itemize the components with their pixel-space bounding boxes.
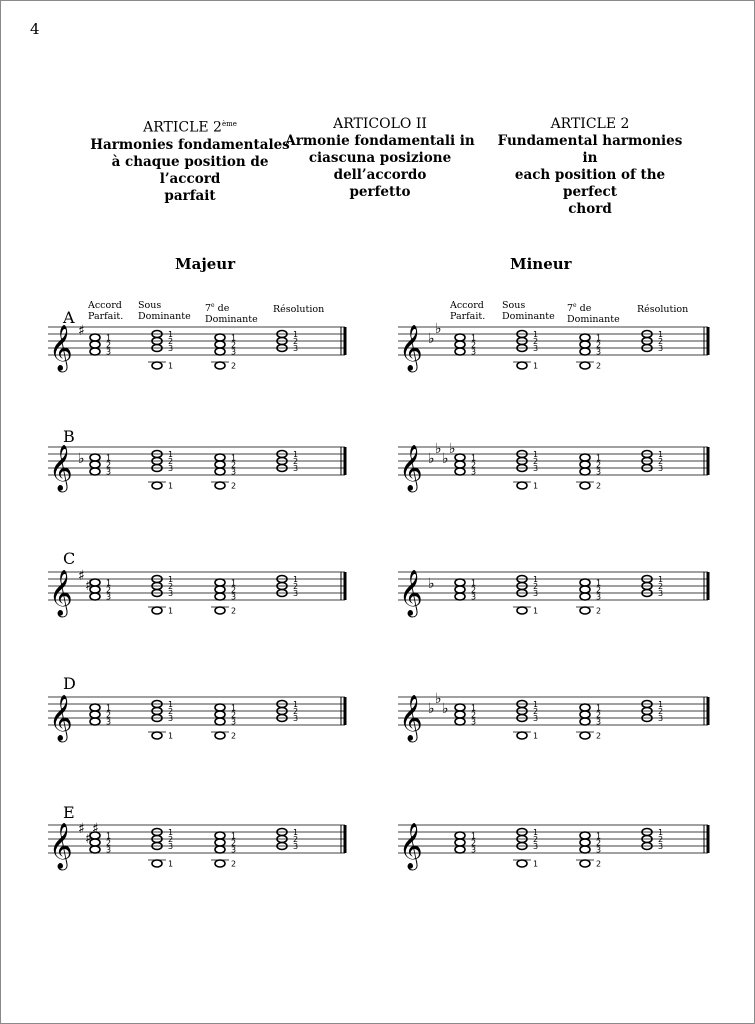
fingering-number: 1 — [293, 330, 299, 339]
fingering-number: 1 — [658, 828, 664, 837]
sharp-icon: ♯ — [78, 821, 85, 837]
fingering-number: 2 — [293, 707, 299, 716]
flat-icon: ♭ — [442, 701, 449, 717]
label-sous-minor: Sous Dominante — [502, 300, 555, 322]
fingering-number: 2 — [533, 457, 539, 466]
whole-note — [215, 711, 225, 718]
fingering-number: 1 — [168, 828, 174, 837]
fingering-number: 3 — [168, 842, 174, 851]
treble-clef-icon: 𝄞 — [49, 695, 73, 741]
treble-clef-icon: 𝄞 — [49, 325, 73, 371]
fingering-number: 1 — [471, 703, 477, 713]
bass-whole-note — [580, 860, 590, 867]
whole-note — [455, 348, 465, 355]
section-minor-title: Mineur — [510, 255, 572, 273]
whole-note — [90, 704, 100, 711]
whole-note — [215, 468, 225, 475]
fingering-number: 3 — [471, 592, 477, 602]
fingering-number: 2 — [168, 707, 174, 716]
fingering-number: 3 — [596, 592, 602, 602]
label-septieme-major: 7e de Dominante — [205, 302, 258, 326]
bass-whole-note — [517, 362, 527, 369]
fingering-number: 1 — [658, 450, 664, 459]
fingering-number: 3 — [168, 714, 174, 723]
whole-note — [455, 711, 465, 718]
fingering-number: 2 — [168, 337, 174, 346]
sharp-icon: ♯ — [92, 821, 99, 837]
fingering-number: 2 — [231, 710, 237, 720]
fingering-number: 3 — [533, 344, 539, 353]
label-accord-major: Accord Parfait. — [88, 300, 124, 322]
whole-note — [215, 579, 225, 586]
row-letter-c: C — [63, 549, 76, 568]
fingering-number: 2 — [596, 838, 602, 848]
whole-note — [455, 704, 465, 711]
article-english-line1: Fundamental harmonies in — [497, 133, 683, 166]
treble-clef-icon: 𝄞 — [399, 445, 423, 491]
fingering-number: 1 — [533, 361, 539, 371]
fingering-number: 1 — [596, 703, 602, 713]
article-italian-name: ARTICOLO II — [333, 116, 427, 132]
fingering-number: 1 — [231, 578, 237, 588]
whole-note — [215, 832, 225, 839]
whole-note — [580, 846, 590, 853]
label-resolution-minor: Résolution — [637, 304, 689, 315]
whole-note — [215, 334, 225, 341]
whole-note — [580, 341, 590, 348]
flat-icon: ♭ — [78, 451, 85, 467]
fingering-number: 1 — [596, 831, 602, 841]
fingering-number: 1 — [658, 700, 664, 709]
bass-whole-note — [215, 732, 225, 739]
whole-note — [90, 718, 100, 725]
page-number: 4 — [30, 20, 40, 38]
whole-note — [90, 348, 100, 355]
fingering-number: 3 — [293, 842, 299, 851]
fingering-number: 3 — [658, 344, 664, 353]
treble-clef-icon: 𝄞 — [399, 570, 423, 616]
whole-note — [455, 846, 465, 853]
whole-note — [580, 593, 590, 600]
fingering-number: 1 — [471, 333, 477, 343]
fingering-number: 3 — [658, 842, 664, 851]
fingering-number: 1 — [658, 575, 664, 584]
article-french-sup: ème — [221, 120, 237, 128]
whole-note — [455, 832, 465, 839]
fingering-number: 3 — [596, 717, 602, 727]
whole-note — [455, 718, 465, 725]
fingering-number: 1 — [471, 831, 477, 841]
fingering-number: 1 — [471, 578, 477, 588]
sharp-icon: ♯ — [78, 568, 85, 584]
article-italian-line2: ciascuna posizione dell’accordo — [308, 150, 452, 183]
whole-note — [455, 839, 465, 846]
fingering-number: 3 — [168, 589, 174, 598]
fingering-number: 1 — [533, 606, 539, 616]
fingering-number: 1 — [231, 831, 237, 841]
fingering-number: 1 — [168, 361, 174, 371]
fingering-number: 2 — [471, 340, 477, 350]
fingering-number: 2 — [231, 460, 237, 470]
bass-whole-note — [580, 732, 590, 739]
fingering-number: 2 — [533, 835, 539, 844]
whole-note — [455, 334, 465, 341]
whole-note — [455, 468, 465, 475]
fingering-number: 3 — [231, 845, 237, 855]
flat-icon: ♭ — [442, 451, 449, 467]
flat-icon: ♭ — [435, 441, 442, 457]
fingering-number: 2 — [293, 457, 299, 466]
flat-icon: ♭ — [428, 576, 435, 592]
fingering-number: 2 — [168, 457, 174, 466]
fingering-number: 1 — [168, 731, 174, 741]
label-septieme-minor: 7e de Dominante — [567, 302, 620, 326]
fingering-number: 1 — [168, 450, 174, 459]
fingering-number: 2 — [596, 859, 602, 869]
whole-note — [90, 461, 100, 468]
fingering-number: 1 — [658, 330, 664, 339]
fingering-number: 2 — [596, 340, 602, 350]
bass-whole-note — [517, 482, 527, 489]
fingering-number: 3 — [168, 464, 174, 473]
fingering-number: 1 — [168, 700, 174, 709]
fingering-number: 1 — [533, 859, 539, 869]
bass-whole-note — [152, 860, 162, 867]
bass-whole-note — [580, 607, 590, 614]
fingering-number: 1 — [533, 828, 539, 837]
fingering-number: 3 — [106, 467, 112, 477]
fingering-number: 2 — [596, 585, 602, 595]
treble-clef-icon: 𝄞 — [49, 445, 73, 491]
article-french-line3: parfait — [164, 187, 216, 204]
fingering-number: 3 — [293, 589, 299, 598]
fingering-number: 1 — [596, 578, 602, 588]
fingering-number: 3 — [658, 714, 664, 723]
fingering-number: 1 — [106, 578, 112, 588]
whole-note — [580, 839, 590, 846]
whole-note — [215, 348, 225, 355]
flat-icon: ♭ — [428, 331, 435, 347]
fingering-number: 1 — [533, 731, 539, 741]
row-letter-d: D — [63, 674, 76, 693]
fingering-number: 3 — [293, 714, 299, 723]
whole-note — [90, 468, 100, 475]
whole-note — [580, 468, 590, 475]
fingering-number: 3 — [231, 592, 237, 602]
fingering-number: 3 — [471, 717, 477, 727]
fingering-number: 2 — [658, 337, 664, 346]
fingering-number: 2 — [231, 585, 237, 595]
whole-note — [455, 341, 465, 348]
whole-note — [580, 832, 590, 839]
fingering-number: 1 — [168, 606, 174, 616]
treble-clef-icon: 𝄞 — [49, 570, 73, 616]
whole-note — [580, 718, 590, 725]
fingering-number: 3 — [106, 347, 112, 357]
fingering-number: 2 — [106, 585, 112, 595]
article-french-line2: à chaque position de l’accord — [111, 153, 269, 187]
whole-note — [455, 454, 465, 461]
fingering-number: 1 — [106, 831, 112, 841]
whole-note — [580, 704, 590, 711]
fingering-number: 3 — [293, 344, 299, 353]
bass-whole-note — [215, 362, 225, 369]
fingering-number: 1 — [533, 330, 539, 339]
fingering-number: 3 — [168, 344, 174, 353]
fingering-number: 1 — [596, 333, 602, 343]
whole-note — [90, 846, 100, 853]
whole-note — [580, 579, 590, 586]
whole-note — [455, 593, 465, 600]
fingering-number: 2 — [293, 337, 299, 346]
whole-note — [90, 593, 100, 600]
fingering-number: 3 — [596, 347, 602, 357]
treble-clef-icon: 𝄞 — [399, 695, 423, 741]
whole-note — [90, 341, 100, 348]
fingering-number: 2 — [231, 606, 237, 616]
fingering-number: 2 — [106, 710, 112, 720]
fingering-number: 2 — [231, 838, 237, 848]
flat-icon: ♭ — [435, 691, 442, 707]
fingering-number: 1 — [231, 453, 237, 463]
whole-note — [90, 711, 100, 718]
fingering-number: 2 — [106, 838, 112, 848]
flat-icon: ♭ — [428, 701, 435, 717]
fingering-number: 1 — [293, 575, 299, 584]
bass-whole-note — [517, 860, 527, 867]
fingering-number: 1 — [106, 453, 112, 463]
bass-whole-note — [215, 607, 225, 614]
fingering-number: 1 — [106, 703, 112, 713]
fingering-number: 1 — [168, 330, 174, 339]
fingering-number: 1 — [231, 333, 237, 343]
fingering-number: 2 — [231, 340, 237, 350]
fingering-number: 3 — [596, 845, 602, 855]
whole-note — [215, 461, 225, 468]
fingering-number: 3 — [533, 842, 539, 851]
flat-icon: ♭ — [449, 441, 456, 457]
fingering-number: 2 — [471, 710, 477, 720]
fingering-number: 2 — [168, 835, 174, 844]
row-letter-a: A — [63, 308, 75, 327]
whole-note — [580, 461, 590, 468]
whole-note — [90, 334, 100, 341]
label-resolution-major: Résolution — [273, 304, 325, 315]
whole-note — [580, 711, 590, 718]
whole-note — [215, 454, 225, 461]
sharp-icon: ♯ — [85, 831, 92, 847]
whole-note — [90, 454, 100, 461]
fingering-number: 2 — [658, 835, 664, 844]
whole-note — [580, 454, 590, 461]
fingering-number: 1 — [533, 450, 539, 459]
fingering-number: 1 — [168, 575, 174, 584]
fingering-number: 1 — [533, 575, 539, 584]
treble-clef-icon: 𝄞 — [399, 823, 423, 869]
fingering-number: 2 — [231, 481, 237, 491]
bass-whole-note — [152, 482, 162, 489]
fingering-number: 2 — [106, 460, 112, 470]
whole-note — [215, 704, 225, 711]
fingering-number: 2 — [471, 460, 477, 470]
fingering-number: 3 — [106, 592, 112, 602]
fingering-number: 1 — [471, 453, 477, 463]
fingering-number: 2 — [596, 361, 602, 371]
bass-whole-note — [517, 732, 527, 739]
bass-whole-note — [580, 482, 590, 489]
article-english-line3: chord — [568, 201, 612, 217]
fingering-number: 1 — [293, 700, 299, 709]
fingering-number: 3 — [471, 467, 477, 477]
fingering-number: 3 — [533, 714, 539, 723]
fingering-number: 1 — [106, 333, 112, 343]
fingering-number: 3 — [231, 347, 237, 357]
fingering-number: 3 — [658, 589, 664, 598]
whole-note — [215, 341, 225, 348]
sharp-icon: ♯ — [85, 578, 92, 594]
flat-icon: ♭ — [435, 321, 442, 337]
bass-whole-note — [517, 607, 527, 614]
fingering-number: 2 — [596, 606, 602, 616]
sharp-icon: ♯ — [78, 323, 85, 339]
row-letter-b: B — [63, 427, 75, 446]
whole-note — [455, 579, 465, 586]
bass-whole-note — [152, 362, 162, 369]
treble-clef-icon: 𝄞 — [399, 325, 423, 371]
fingering-number: 3 — [658, 464, 664, 473]
fingering-number: 3 — [596, 467, 602, 477]
treble-clef-icon: 𝄞 — [49, 823, 73, 869]
whole-note — [455, 461, 465, 468]
fingering-number: 3 — [471, 845, 477, 855]
fingering-number: 2 — [533, 707, 539, 716]
fingering-number: 1 — [293, 450, 299, 459]
article-english-line2: each position of the perfect — [514, 167, 666, 200]
section-major-title: Majeur — [175, 255, 236, 273]
fingering-number: 1 — [596, 453, 602, 463]
bass-whole-note — [215, 860, 225, 867]
whole-note — [215, 586, 225, 593]
fingering-number: 2 — [471, 838, 477, 848]
bass-whole-note — [152, 732, 162, 739]
fingering-number: 2 — [596, 460, 602, 470]
article-italian-line3: perfetto — [349, 184, 411, 200]
whole-note — [455, 586, 465, 593]
fingering-number: 2 — [231, 731, 237, 741]
article-english-name: ARTICLE 2 — [550, 116, 630, 132]
fingering-number: 2 — [106, 340, 112, 350]
fingering-number: 2 — [293, 835, 299, 844]
whole-note — [215, 593, 225, 600]
fingering-number: 2 — [658, 582, 664, 591]
fingering-number: 3 — [533, 464, 539, 473]
fingering-number: 2 — [231, 859, 237, 869]
fingering-number: 2 — [533, 337, 539, 346]
fingering-number: 2 — [596, 731, 602, 741]
whole-note — [580, 334, 590, 341]
bass-whole-note — [152, 607, 162, 614]
fingering-number: 3 — [106, 717, 112, 727]
fingering-number: 1 — [533, 481, 539, 491]
fingering-number: 2 — [168, 582, 174, 591]
fingering-number: 1 — [231, 703, 237, 713]
fingering-number: 2 — [231, 361, 237, 371]
article-italian-line1: Armonie fondamentali in — [285, 133, 475, 149]
flat-icon: ♭ — [428, 451, 435, 467]
fingering-number: 2 — [658, 457, 664, 466]
bass-whole-note — [215, 482, 225, 489]
fingering-number: 2 — [471, 585, 477, 595]
whole-note — [215, 846, 225, 853]
article-french-name: ARTICLE 2 — [143, 119, 222, 136]
bass-whole-note — [580, 362, 590, 369]
fingering-number: 3 — [106, 845, 112, 855]
fingering-number: 1 — [533, 700, 539, 709]
fingering-number: 3 — [293, 464, 299, 473]
fingering-number: 2 — [596, 481, 602, 491]
whole-note — [580, 348, 590, 355]
fingering-number: 3 — [231, 717, 237, 727]
fingering-number: 3 — [231, 467, 237, 477]
label-sous-major: Sous Dominante — [138, 300, 191, 322]
row-letter-e: E — [63, 803, 75, 822]
fingering-number: 3 — [471, 347, 477, 357]
fingering-number: 1 — [293, 828, 299, 837]
fingering-number: 2 — [596, 710, 602, 720]
whole-note — [215, 718, 225, 725]
fingering-number: 1 — [168, 859, 174, 869]
whole-note — [215, 839, 225, 846]
fingering-number: 2 — [293, 582, 299, 591]
article-french-line1: Harmonies fondamentales — [90, 136, 290, 153]
label-accord-minor: Accord Parfait. — [450, 300, 486, 322]
fingering-number: 2 — [533, 582, 539, 591]
fingering-number: 2 — [658, 707, 664, 716]
fingering-number: 1 — [168, 481, 174, 491]
whole-note — [580, 586, 590, 593]
fingering-number: 3 — [533, 589, 539, 598]
